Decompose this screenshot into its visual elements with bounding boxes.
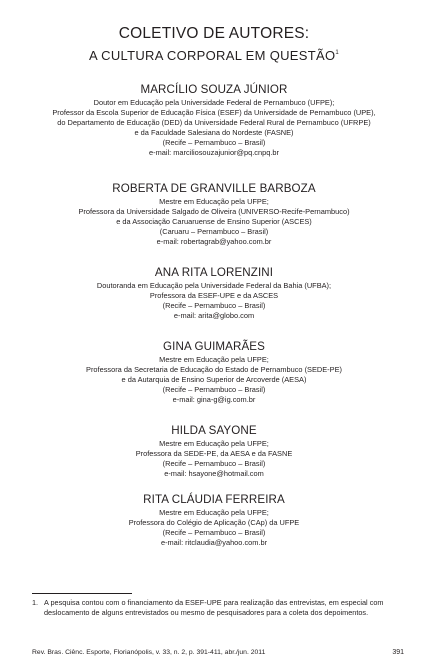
author-name: MARCÍLIO SOUZA JÚNIOR: [140, 83, 288, 96]
author-location: (Recife – Pernambuco – Brasil): [162, 138, 266, 148]
journal-citation: Rev. Bras. Ciênc. Esporte, Florianópolis, v. 33, n. 2, p. 391-411, abr./jun. 2011: [32, 649, 266, 656]
footnote-text: A pesquisa contou com o financiamento da ESEF-UPE para realização das entrevistas, em especial com deslocamento de alguns entrevistados ou mesmo de pesquisadores para a coleta dos depoimentos.: [44, 598, 384, 617]
author-block-3: [0, 265, 428, 321]
author-location: (Caruaru – Pernambuco – Brasil): [159, 227, 269, 237]
author-block-4: [0, 339, 428, 405]
author-affiliation-line: Professora do Colégio de Aplicação (CAp) da UFPE: [128, 518, 300, 528]
author-affiliation-line: Professor da Escola Superior de Educação Física (ESEF) da Universidade de Pernambuco (UPE),: [52, 108, 376, 118]
author-location: (Recife – Pernambuco – Brasil): [162, 459, 266, 469]
author-affiliation-line: Mestre em Educação pela UFPE;: [159, 197, 269, 206]
author-location: (Recife – Pernambuco – Brasil): [162, 301, 266, 311]
author-affiliation-line: e da Faculdade Salesiana do Nordeste (FASNE): [134, 128, 294, 138]
author-block-5: [0, 423, 428, 479]
article-title-line-2: [0, 48, 428, 63]
author-email[interactable]: e-mail: ritclaudia@yahoo.com.br: [160, 538, 268, 548]
author-email[interactable]: e-mail: robertagrab@yahoo.com.br: [156, 237, 272, 247]
article-title-line-1: COLETIVO DE AUTORES:: [118, 25, 310, 42]
author-affiliation-line: do Departamento de Educação (DED) da Universidade Federal Rural de Pernambuco (UFRPE): [57, 118, 371, 128]
author-name: ROBERTA DE GRANVILLE BARBOZA: [112, 182, 316, 195]
author-name: ANA RITA LORENZINI: [154, 266, 274, 279]
author-name: RITA CLÁUDIA FERREIRA: [143, 493, 285, 506]
title-footnote-marker[interactable]: 1: [335, 50, 339, 56]
author-affiliation-line: Mestre em Educação pela UFPE;: [159, 439, 269, 448]
author-email[interactable]: e-mail: arita@globo.com: [173, 311, 255, 321]
author-location: (Recife – Pernambuco – Brasil): [162, 385, 266, 395]
author-affiliation-line: Mestre em Educação pela UFPE;: [159, 508, 269, 517]
author-affiliation-line: e da Autarquia de Ensino Superior de Arcoverde (AESA): [121, 375, 307, 385]
author-name: HILDA SAYONE: [171, 424, 257, 437]
author-affiliation-line: Doutor em Educação pela Universidade Federal de Pernambuco (UFPE);: [93, 98, 335, 107]
page-number: 391: [392, 649, 404, 656]
author-affiliation-line: e da Associação Caruaruense de Ensino Superior (ASCES): [116, 217, 312, 227]
author-affiliation-line: Mestre em Educação pela UFPE;: [159, 355, 269, 364]
author-affiliation-line: Professora da SEDE-PE, da AESA e da FASNE: [135, 449, 293, 459]
author-affiliation-line: Professora da Universidade Salgado de Oliveira (UNIVERSO-Recife-Pernambuco): [78, 207, 350, 217]
author-block-2: [0, 181, 428, 247]
author-affiliation-line: Professora da ESEF-UPE e da ASCES: [149, 291, 279, 301]
author-email[interactable]: e-mail: hsayone@hotmail.com: [164, 469, 264, 479]
footnote-number: 1.: [32, 598, 39, 607]
author-block-6: [0, 492, 428, 548]
author-name: GINA GUIMARÃES: [163, 340, 265, 353]
author-location: (Recife – Pernambuco – Brasil): [162, 528, 266, 538]
author-email[interactable]: e-mail: gina-g@ig.com.br: [172, 395, 256, 405]
footnote-divider: [32, 593, 132, 594]
author-email[interactable]: e-mail: marciliosouzajunior@pq.cnpq.br: [149, 148, 279, 158]
author-block-1: [0, 82, 428, 159]
author-affiliation-line: Professora da Secretaria de Educação do Estado de Pernambuco (SEDE-PE): [86, 365, 342, 375]
author-affiliation-line: Doutoranda em Educação pela Universidade Federal da Bahia (UFBA);: [96, 281, 332, 290]
article-subtitle: A CULTURA CORPORAL EM QUESTÃO: [89, 48, 336, 63]
